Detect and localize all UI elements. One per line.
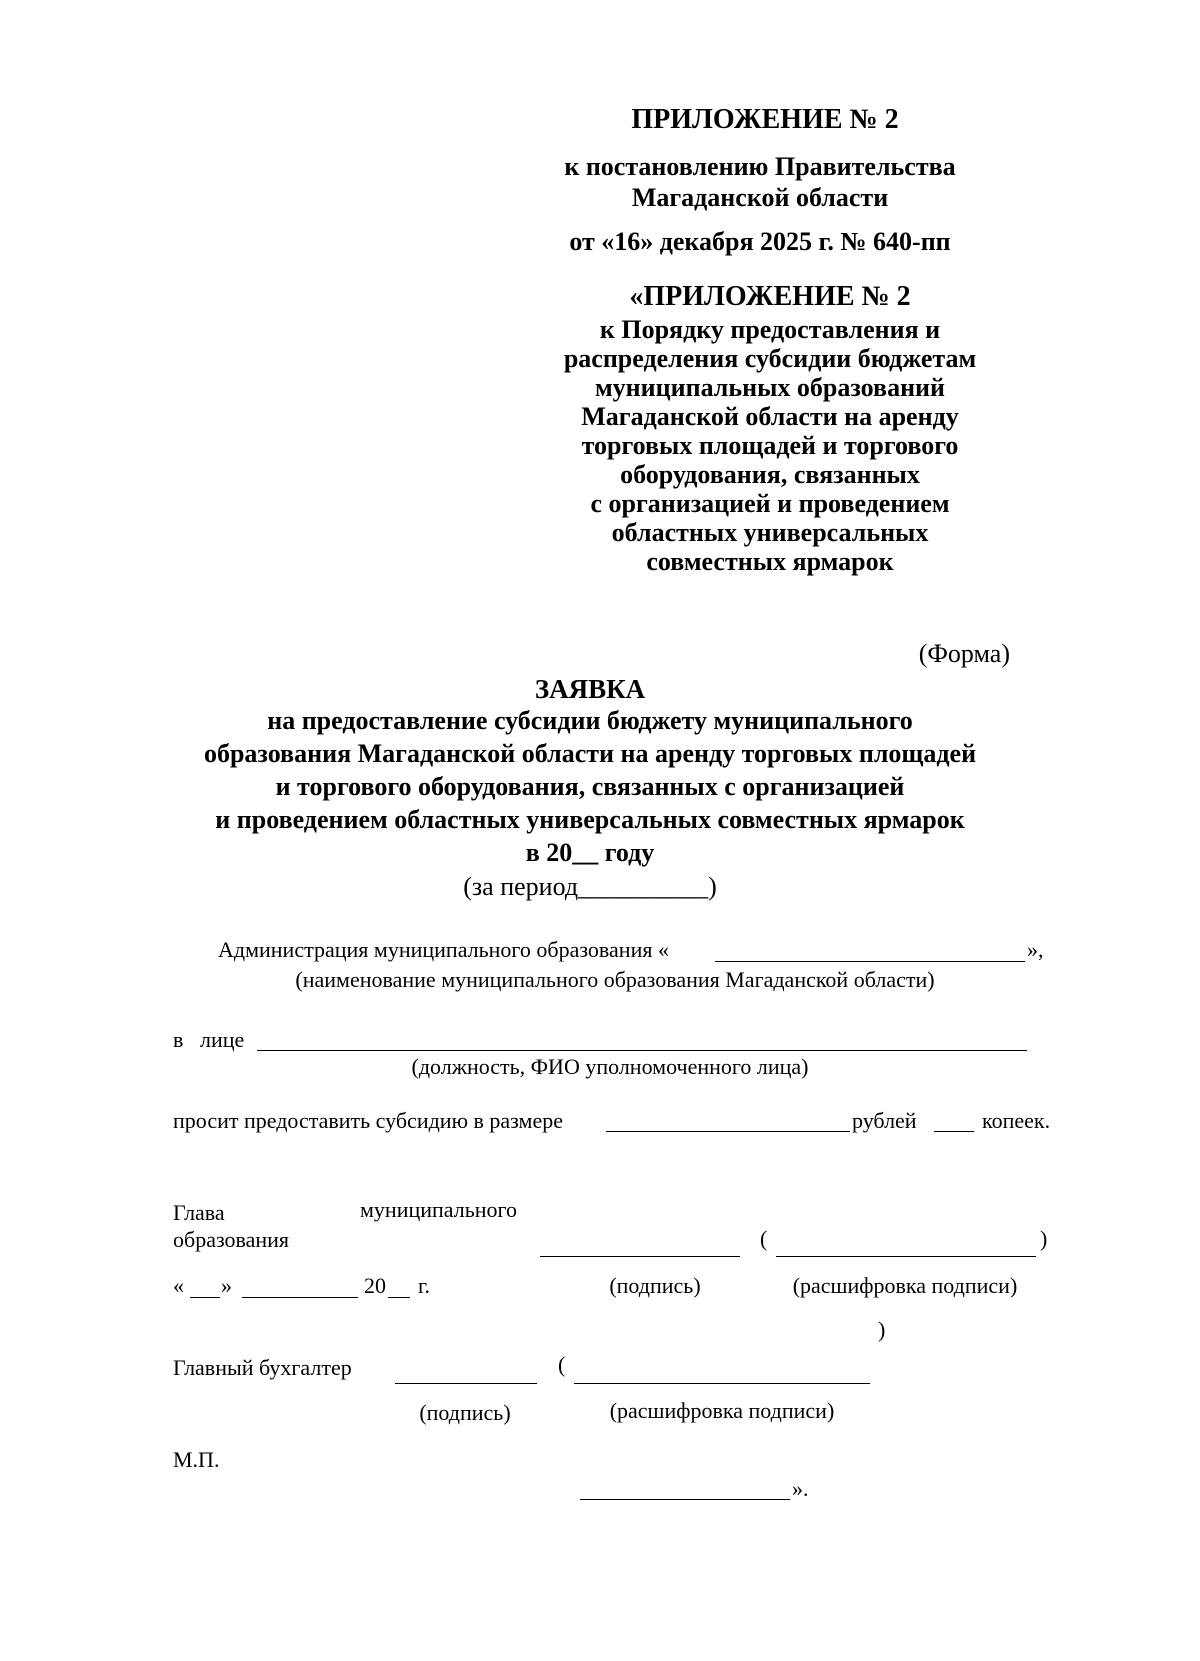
application-subtitle-line: на предоставление субсидии бюджету муниципального: [267, 706, 913, 735]
inner-appendix-line: Магаданской области на аренду: [581, 402, 959, 431]
kopecks-field[interactable]: [934, 1131, 974, 1132]
date-year-field[interactable]: [388, 1297, 410, 1298]
date-day-field[interactable]: [190, 1297, 220, 1298]
person-label-lice: лице: [200, 1027, 245, 1052]
date-quote-close: »: [221, 1273, 232, 1298]
stamp-label: М.П.: [173, 1447, 220, 1472]
date-quote-open: «: [173, 1273, 184, 1298]
accountant-paren-open: (: [558, 1352, 566, 1377]
date-year-suffix: г.: [418, 1273, 431, 1298]
application-subtitle-line: и торгового оборудования, связанных с организацией: [275, 772, 905, 801]
application-year: в 20__ году: [525, 838, 655, 867]
inner-appendix-line: совместных ярмарок: [646, 547, 894, 576]
head-paren-close: ): [1040, 1226, 1048, 1251]
request-text: просит предоставить субсидию в размере: [173, 1108, 563, 1133]
head-paren-open: (: [760, 1226, 768, 1251]
authorized-person-hint: (должность, ФИО уполномоченного лица): [411, 1054, 809, 1079]
application-title: ЗАЯВКА: [534, 674, 646, 704]
accountant-label: Главный бухгалтер: [173, 1355, 352, 1380]
head-label-municipal: муниципального: [360, 1197, 518, 1222]
head-decode-hint: (расшифровка подписи): [792, 1273, 1018, 1298]
form-label: (Форма): [918, 639, 1010, 668]
closing-line: [580, 1499, 790, 1500]
accountant-decode-field[interactable]: [574, 1383, 870, 1384]
head-label-obrazovania: образования: [173, 1227, 290, 1252]
date-month-field[interactable]: [242, 1297, 358, 1298]
head-signature-field[interactable]: [540, 1256, 740, 1257]
accountant-signature-field[interactable]: [395, 1383, 537, 1384]
inner-appendix-line: торговых площадей и торгового: [581, 431, 959, 460]
application-period: (за период__________): [463, 872, 717, 901]
person-label-v: в: [173, 1027, 184, 1052]
administration-label: Администрация муниципального образования «: [218, 937, 669, 962]
resolution-date: от «16» декабря 2025 г. № 640-пп: [569, 227, 951, 256]
accountant-signature-hint: (подпись): [419, 1400, 511, 1425]
head-decode-field[interactable]: [776, 1256, 1036, 1257]
resolution-line-2: Магаданской области: [631, 183, 889, 212]
accountant-paren-close: ): [878, 1317, 886, 1342]
closing-quote: ».: [792, 1476, 809, 1501]
inner-appendix-title: «ПРИЛОЖЕНИЕ № 2: [629, 281, 911, 312]
application-subtitle-line: и проведением областных универсальных совместных ярмарок: [215, 805, 965, 834]
inner-appendix-line: областных универсальных: [611, 518, 929, 547]
inner-appendix-line: с организацией и проведением: [590, 489, 950, 518]
inner-appendix-line: оборудования, связанных: [620, 460, 920, 489]
municipality-name-hint: (наименование муниципального образования Магаданской области): [295, 967, 935, 992]
rubles-field[interactable]: [606, 1131, 850, 1132]
inner-appendix-line: к Порядку предоставления и: [599, 315, 941, 344]
date-year-prefix: 20: [364, 1273, 386, 1298]
kopecks-label: копеек.: [982, 1108, 1051, 1133]
head-signature-hint: (подпись): [609, 1273, 701, 1298]
rubles-label: рублей: [852, 1108, 917, 1133]
appendix-title: ПРИЛОЖЕНИЕ № 2: [631, 104, 899, 135]
inner-appendix-line: распределения субсидии бюджетам: [563, 344, 977, 373]
accountant-decode-hint: (расшифровка подписи): [609, 1398, 835, 1423]
resolution-line-1: к постановлению Правительства: [564, 152, 956, 181]
head-label-glava: Глава: [173, 1200, 225, 1225]
municipality-name-field[interactable]: [715, 961, 1025, 962]
application-subtitle-line: образования Магаданской области на аренду торговых площадей: [203, 739, 977, 768]
administration-suffix: »,: [1027, 937, 1044, 962]
inner-appendix-line: муниципальных образований: [594, 373, 946, 402]
authorized-person-field[interactable]: [257, 1050, 1027, 1051]
